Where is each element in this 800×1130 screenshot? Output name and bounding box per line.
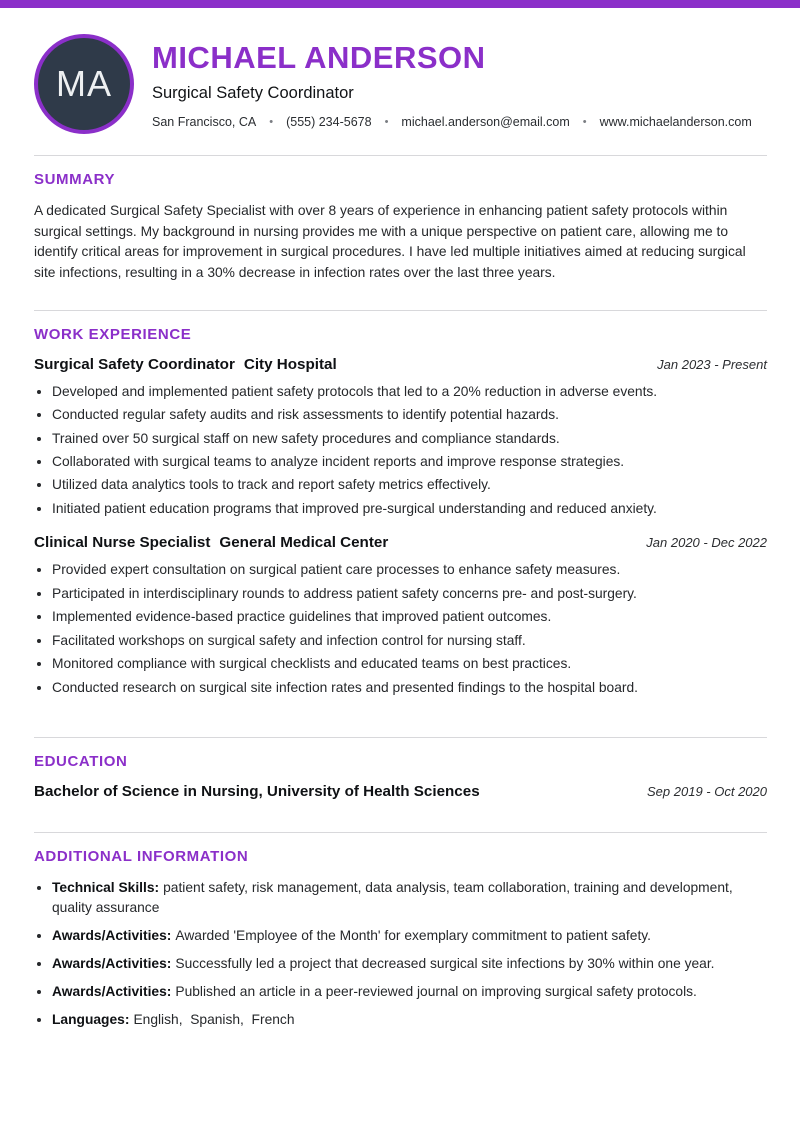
job-bullet: • Conducted research on surgical site infection rates and presented findings to the hospital board. <box>52 679 767 698</box>
job-bullet: • Utilized data analytics tools to track and report safety metrics effectively. <box>52 476 767 495</box>
resume-page <box>0 8 800 1078</box>
job-bullet: • Conducted regular safety audits and risk assessments to identify potential hazards. <box>52 406 767 425</box>
resume-header <box>34 34 767 134</box>
education-dates: Sep 2019 - Oct 2020 <box>647 784 767 800</box>
job-header <box>34 534 767 551</box>
job-company: City Hospital <box>243 355 337 373</box>
bullet-separator-icon: • <box>582 116 587 129</box>
work-experience-section <box>34 310 767 697</box>
candidate-title: Surgical Safety Coordinator <box>152 84 354 103</box>
job-bullet: • Initiated patient education programs that improved pre-surgical understanding and reduced anxiety. <box>52 500 767 519</box>
job-bullet-list <box>34 561 767 697</box>
contact-row <box>152 115 767 129</box>
contact-location: San Francisco, CA <box>152 115 257 130</box>
additional-item <box>52 1010 767 1030</box>
job-company: General Medical Center <box>219 534 389 552</box>
additional-item <box>52 982 767 1002</box>
avatar-initials: MA <box>56 63 112 104</box>
additional-item-text: patient safety, risk management, data analysis, team collaboration, training and development, quality assurance <box>52 880 737 915</box>
additional-information-list <box>34 878 767 1029</box>
additional-information-section <box>34 832 767 1029</box>
additional-item-text: Awarded 'Employee of the Month' for exemplary commitment to patient safety. <box>175 927 651 943</box>
work-experience-heading: WORK EXPERIENCE <box>34 325 192 343</box>
education-section <box>34 737 767 800</box>
summary-heading: SUMMARY <box>34 171 116 188</box>
additional-item <box>52 954 767 974</box>
job-title-line <box>34 356 337 373</box>
bullet-separator-icon: • <box>384 116 389 129</box>
job-dates: Jan 2023 - Present <box>657 356 767 372</box>
contact-website: www.michaelanderson.com <box>599 115 752 130</box>
contact-email: michael.anderson@email.com <box>401 115 570 130</box>
education-heading: EDUCATION <box>34 753 128 771</box>
accent-top-bar <box>0 0 800 8</box>
job-bullet-list <box>34 383 767 519</box>
job-bullet: • Participated in interdisciplinary rounds to address patient safety concerns pre- and post-surgery. <box>52 585 767 604</box>
additional-item-text: Successfully led a project that decreased surgical site infections by 30% within one year. <box>175 955 715 971</box>
job-header <box>34 356 767 373</box>
job-bullet: • Provided expert consultation on surgical patient care processes to enhance safety measures. <box>52 561 767 580</box>
additional-item-label: Technical Skills: <box>52 880 160 896</box>
additional-item-text: English, Spanish, French <box>133 1012 295 1028</box>
job-bullet: • Trained over 50 surgical staff on new safety procedures and compliance standards. <box>52 430 767 449</box>
candidate-name: MICHAEL ANDERSON <box>152 39 486 75</box>
job-bullet: • Monitored compliance with surgical checklists and educated teams on best practices. <box>52 655 767 674</box>
job-title: Clinical Nurse Specialist <box>34 534 211 552</box>
job-title-line <box>34 534 388 551</box>
additional-item-text: Published an article in a peer-reviewed journal on improving surgical safety protocols. <box>175 984 697 1000</box>
job-bullet: • Collaborated with surgical teams to analyze incident reports and improve response strategies. <box>52 453 767 472</box>
job-dates: Jan 2020 - Dec 2022 <box>646 535 767 551</box>
additional-item-label: Awards/Activities: <box>52 927 172 943</box>
contact-phone: (555) 234-5678 <box>286 115 372 130</box>
avatar <box>34 34 134 134</box>
bullet-separator-icon: • <box>269 116 274 129</box>
job-bullet: • Developed and implemented patient safety protocols that led to a 20% reduction in adverse events. <box>52 383 767 402</box>
summary-section <box>34 155 767 284</box>
additional-item-label: Languages: <box>52 1012 130 1028</box>
additional-item-label: Awards/Activities: <box>52 984 172 1000</box>
job-title: Surgical Safety Coordinator <box>34 355 235 373</box>
additional-item <box>52 878 767 917</box>
header-text <box>152 39 767 129</box>
job-bullet: • Implemented evidence-based practice guidelines that improved patient outcomes. <box>52 608 767 627</box>
job-entry <box>34 356 767 519</box>
summary-text: A dedicated Surgical Safety Specialist with over 8 years of experience in enhancing patient safety protocols within surgical settings. My background in nursing provides me with a unique perspective on patient care, allowing me to identify critical areas for improvement in surgical procedures. I have led multiple initiatives aimed at reducing surgical site infections, resulting in a 30% decrease in infection rates over the last three years. <box>34 203 746 281</box>
job-bullet: • Facilitated workshops on surgical safety and infection control for nursing staff. <box>52 632 767 651</box>
additional-information-heading: ADDITIONAL INFORMATION <box>34 848 249 866</box>
education-entry <box>34 783 767 800</box>
additional-item <box>52 926 767 946</box>
additional-item-label: Awards/Activities: <box>52 955 172 971</box>
education-degree: Bachelor of Science in Nursing, University of Health Sciences <box>34 783 480 801</box>
job-entry <box>34 534 767 697</box>
